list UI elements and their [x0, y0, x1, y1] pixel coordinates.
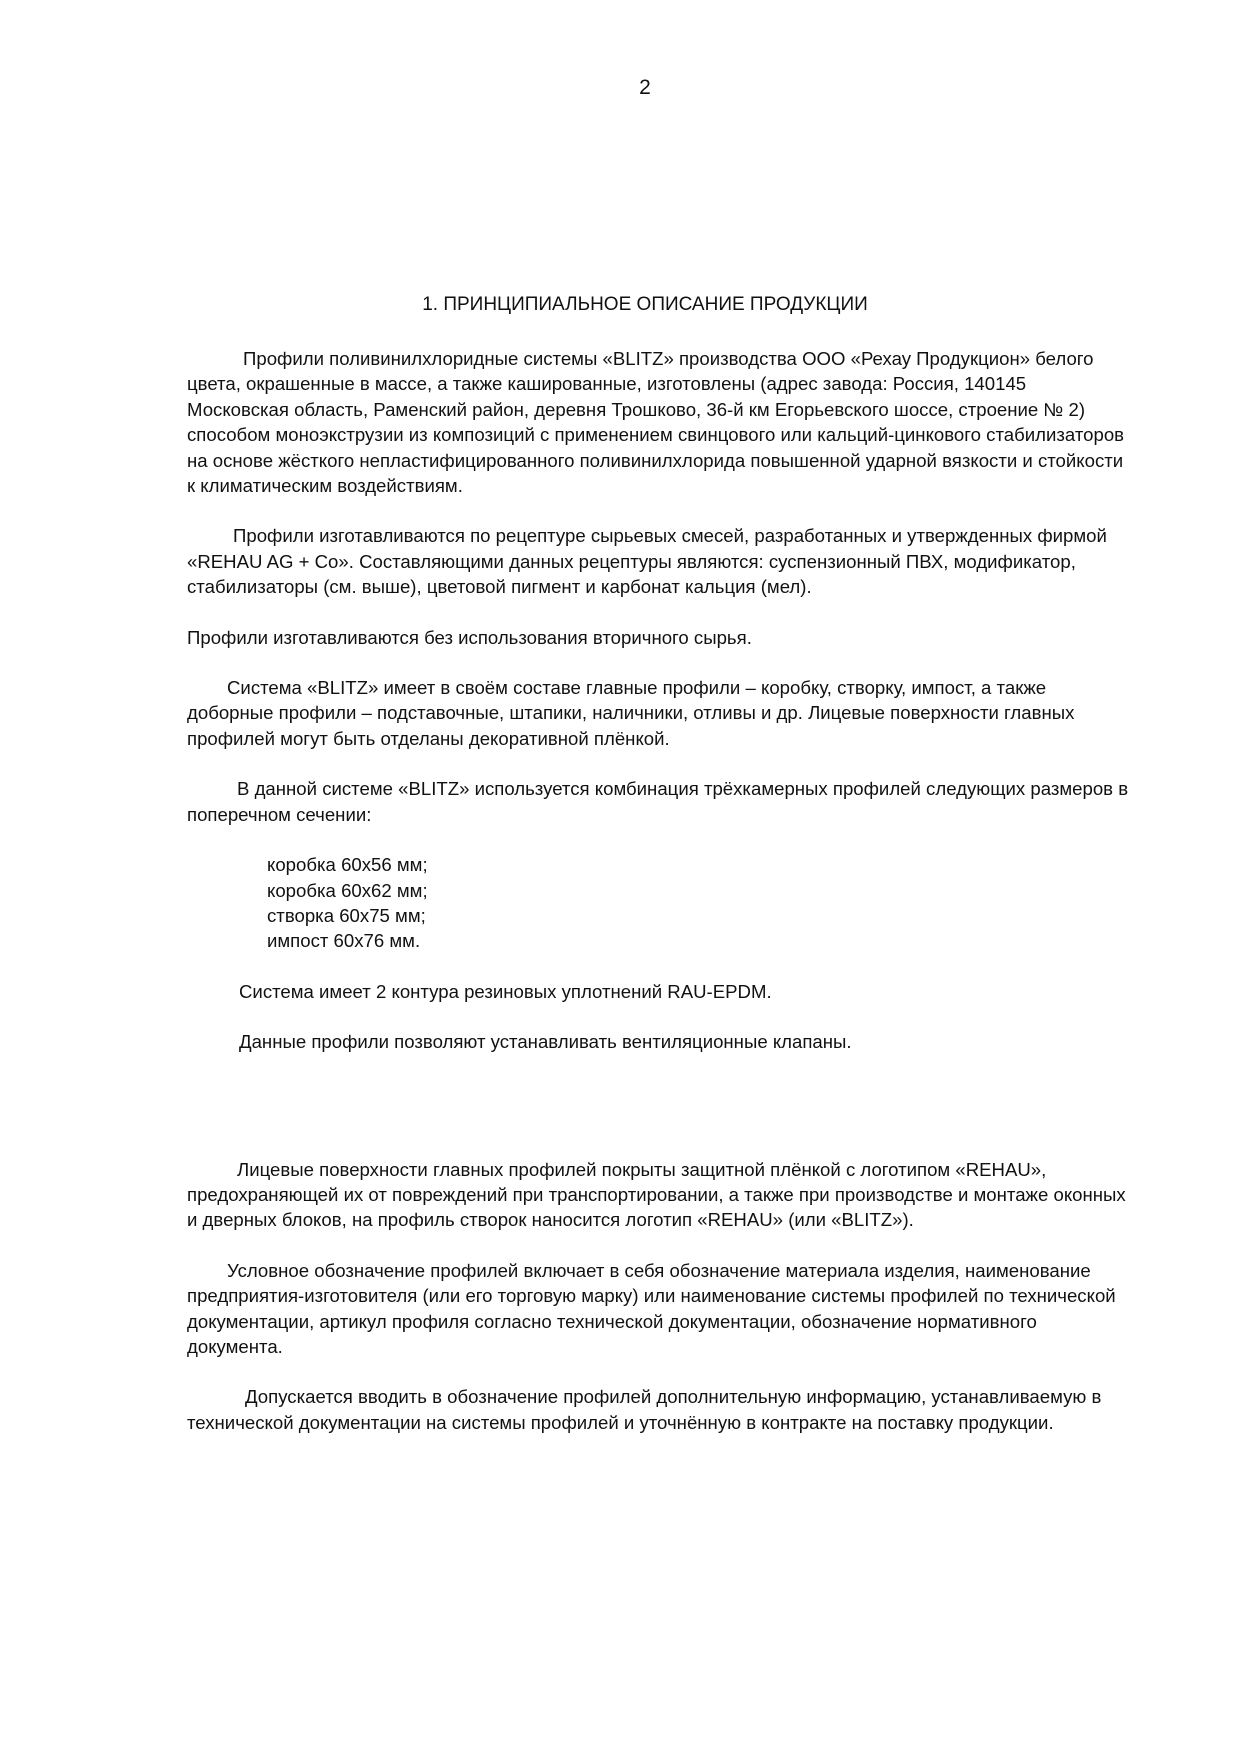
paragraph-additional-info: Допускается вводить в обозначение профилей дополнительную информацию, устанавливаемую в технической документации на системы профилей и уточнённую в контракте на поставку продукции. [187, 1386, 1102, 1433]
paragraph-seal-contours: Система имеет 2 контура резиновых уплотнений RAU-EPDM. [239, 980, 772, 1002]
section-title: 1. ПРИНЦИПИАЛЬНОЕ ОПИСАНИЕ ПРОДУКЦИИ [422, 294, 868, 315]
paragraph-ventilation: Данные профили позволяют устанавливать вентиляционные клапаны. [239, 1031, 852, 1053]
paragraph-system-composition: Система «BLITZ» имеет в своём составе главные профили – коробку, створку, импост, а также доборные профили – подставочные, штапики, наличники, отливы и др. Лицевые поверхности главных профилей могут быть отделаны декоративной плёнкой. [187, 677, 1075, 749]
list-item: створка 60х75 мм; [267, 904, 426, 926]
paragraph-designation: Условное обозначение профилей включает в себя обозначение материала изделия, наименование предприятия-изготовителя (или его торговую марку) или наименование системы профилей по технической документации, артикул профиля согласно технической документации, обозначение нормативного документа. [187, 1259, 1116, 1357]
paragraph-recipe: Профили изготавливаются по рецептуре сырьевых смесей, разработанных и утвержденных фирмой «REHAU AG + Co». Составляющими данных рецептуры являются: суспензионный ПВХ, модификатор, стабилизаторы (см. выше), цветовой пигмент и карбонат кальция (мел). [187, 525, 1107, 598]
paragraph-no-recycled: Профили изготавливаются без использования вторичного сырья. [187, 626, 752, 648]
paragraph-production-description: Профили поливинилхлоридные системы «BLITZ» производства ООО «Рехау Продукцион» белого цвета, окрашенные в массе, а также кашированные, изготовлены (адрес завода: Россия, 140145 Московская область, Раменский район, деревня Трошково, 36-й км Егорьевского шоссе, строение № 2) способом моноэкструзии из композиций с применением свинцового или кальций-цинкового стабилизаторов на основе жёсткого непластифицированного поливинилхлорида повышенной ударной вязкости и стойкости к климатическим воздействиям. [187, 348, 1125, 497]
document-body [187, 346, 1132, 1435]
list-item: коробка 60х62 мм; [267, 879, 428, 901]
list-item: коробка 60х56 мм; [267, 854, 428, 876]
paragraph-protective-film: Лицевые поверхности главных профилей покрыты защитной плёнкой с логотипом «REHAU», предохраняющей их от повреждений при транспортировании, а также при производстве и монтаже оконных и дверных блоков, на профиль створок наносится логотип «REHAU» (или «BLITZ»). [187, 1158, 1126, 1231]
list-item: импост 60х76 мм. [267, 930, 421, 952]
dimensions-list [187, 852, 1132, 954]
paragraph-profile-combination: В данной системе «BLITZ» используется комбинация трёхкамерных профилей следующих размеров в поперечном сечении: [187, 778, 1129, 825]
page-number: 2 [639, 76, 651, 99]
